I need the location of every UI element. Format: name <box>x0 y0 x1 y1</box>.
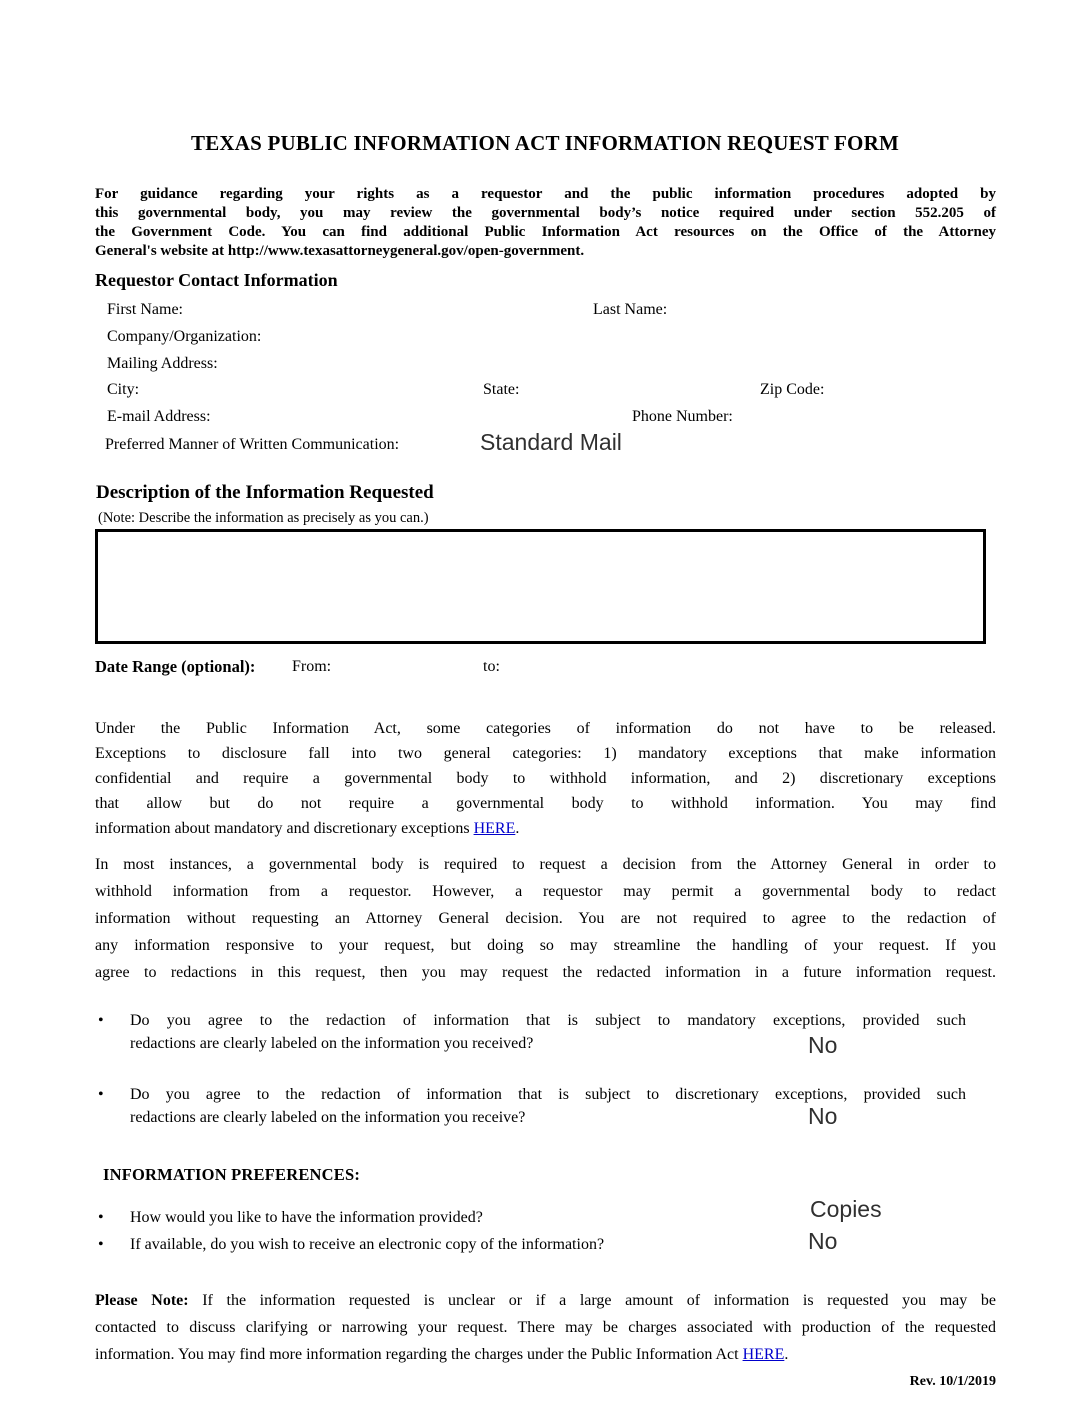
question-line: Do you agree to the redaction of information that is subject to mandatory exceptions, provided such <box>130 1012 966 1029</box>
page-title: TEXAS PUBLIC INFORMATION ACT INFORMATION REQUEST FORM <box>191 131 899 155</box>
exceptions-here-link[interactable]: HERE <box>473 820 516 837</box>
bullet-icon: • <box>98 1209 104 1226</box>
paragraph-text: . <box>784 1346 789 1363</box>
provision-method-question <box>98 1209 798 1227</box>
paragraph-text: If the information requested is unclear or if a large amount of information is requested you may be <box>188 1292 997 1309</box>
question-text: How would you like to have the information provided? <box>130 1209 483 1226</box>
electronic-copy-answer[interactable]: No <box>808 1228 838 1254</box>
intro-paragraph <box>95 185 996 261</box>
please-note-label: Please Note: <box>95 1292 189 1309</box>
zip-code-label: Zip Code: <box>760 381 825 398</box>
question-text: If available, do you wish to receive an electronic copy of the information? <box>130 1236 605 1253</box>
preferred-manner-label: Preferred Manner of Written Communication: <box>105 436 400 453</box>
mandatory-redaction-answer[interactable]: No <box>808 1032 838 1058</box>
intro-line: General's website at http://www.texasattorneygeneral.gov/open-government. <box>95 243 585 259</box>
company-label: Company/Organization: <box>107 328 262 345</box>
contact-section-heading: Requestor Contact Information <box>95 270 338 290</box>
question-line: Do you agree to the redaction of information that is subject to discretionary exceptions, provided such <box>130 1086 966 1103</box>
paragraph-line: that allow but do not require a governmental body to withhold information. You may find <box>95 795 996 812</box>
discretionary-redaction-answer[interactable]: No <box>808 1103 838 1129</box>
paragraph-line: In most instances, a governmental body is required to request a decision from the Attorney General in order to <box>95 856 996 873</box>
email-label: E-mail Address: <box>107 408 211 425</box>
preferences-section-heading: INFORMATION PREFERENCES: <box>103 1165 361 1184</box>
paragraph-line <box>95 1341 996 1368</box>
city-label: City: <box>107 381 140 398</box>
paragraph-text: information. You may find more information regarding the charges under the Public Information Act <box>95 1346 743 1363</box>
paragraph-line: any information responsive to your request, but doing so may streamline the handling of your request. If you <box>95 937 996 954</box>
electronic-copy-question <box>98 1236 798 1254</box>
description-section-heading: Description of the Information Requested <box>96 482 434 503</box>
intro-line: this governmental body, you may review the governmental body’s notice required under section 552.205 of <box>95 205 996 221</box>
paragraph-text: information about mandatory and discretionary exceptions <box>95 820 474 837</box>
description-input[interactable] <box>95 529 986 644</box>
paragraph-line <box>95 1287 996 1314</box>
paragraph-line: confidential and require a governmental body to withhold information, and 2) discretionary exceptions <box>95 770 996 787</box>
paragraph-line: contacted to discuss clarifying or narrowing your request. There may be charges associated with production of the requested <box>95 1319 996 1336</box>
last-name-label: Last Name: <box>593 301 668 318</box>
mailing-address-label: Mailing Address: <box>107 355 218 372</box>
please-note-paragraph <box>95 1287 996 1368</box>
paragraph-line: withhold information from a requestor. However, a requestor may permit a governmental body to redact <box>95 883 996 900</box>
description-note: (Note: Describe the information as precisely as you can.) <box>98 510 429 526</box>
revision-date: Rev. 10/1/2019 <box>909 1374 996 1389</box>
bullet-icon: • <box>98 1012 104 1029</box>
date-to-label: to: <box>483 658 500 675</box>
mandatory-redaction-question <box>98 1009 968 1058</box>
question-line: redactions are clearly labeled on the information you receive? <box>130 1109 526 1126</box>
paragraph-text: . <box>515 820 520 837</box>
bullet-icon: • <box>98 1086 104 1103</box>
exceptions-paragraph <box>95 716 996 841</box>
redaction-paragraph <box>95 851 996 986</box>
paragraph-line: Exceptions to disclosure fall into two general categories: 1) mandatory exceptions that make information <box>95 745 996 762</box>
date-range-label: Date Range (optional): <box>95 657 256 676</box>
intro-line: For guidance regarding your rights as a requestor and the public information procedures adopted by <box>95 186 996 202</box>
preferred-manner-value[interactable]: Standard Mail <box>480 429 622 455</box>
intro-line: the Government Code. You can find additional Public Information Act resources on the Office of the Attorney <box>95 224 996 240</box>
paragraph-line: Under the Public Information Act, some categories of information do not have to be released. <box>95 720 996 737</box>
paragraph-line: agree to redactions in this request, then you may request the redacted information in a future information request. <box>95 964 996 981</box>
charges-here-link[interactable]: HERE <box>742 1346 785 1363</box>
bullet-icon: • <box>98 1236 104 1253</box>
discretionary-redaction-question <box>98 1083 968 1129</box>
paragraph-line: information without requesting an Attorney General decision. You are not required to agree to the redaction of <box>95 910 996 927</box>
provision-method-answer[interactable]: Copies <box>810 1196 882 1222</box>
first-name-label: First Name: <box>107 301 183 318</box>
phone-label: Phone Number: <box>632 408 733 425</box>
paragraph-line <box>95 816 996 841</box>
date-from-label: From: <box>292 658 332 675</box>
state-label: State: <box>483 381 520 398</box>
question-line: redactions are clearly labeled on the information you received? <box>130 1035 534 1052</box>
